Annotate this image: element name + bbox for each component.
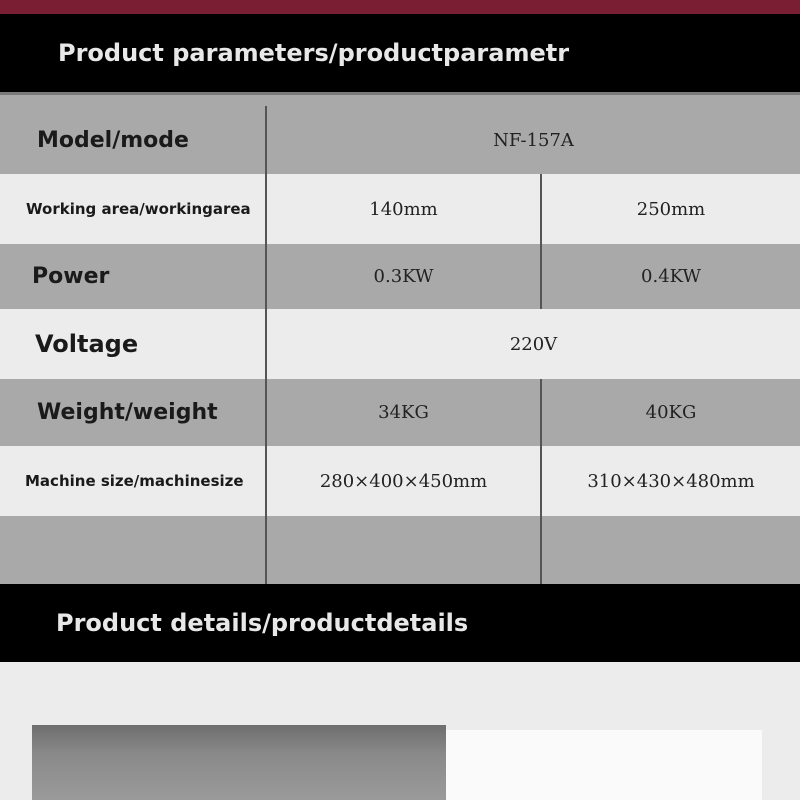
row-label: Voltage	[35, 330, 139, 358]
details-header	[0, 584, 800, 662]
parameters-table	[0, 92, 800, 584]
table-row	[0, 379, 800, 446]
table-row	[0, 446, 800, 516]
row-label: Weight/weight	[37, 400, 218, 425]
product-photo	[32, 725, 446, 800]
top-accent-strip	[0, 0, 800, 14]
row-value: NF-157A	[265, 106, 800, 174]
parameters-header	[0, 14, 800, 92]
product-photo-secondary	[446, 730, 762, 800]
row-value: 250mm	[540, 174, 800, 244]
row-value-empty	[540, 516, 800, 584]
details-title: Product details/productdetails	[56, 609, 469, 637]
row-label: Working area/workingarea	[26, 200, 251, 218]
row-label: Model/mode	[37, 127, 189, 153]
row-label-empty	[0, 516, 265, 584]
row-value: 0.3KW	[265, 244, 540, 309]
row-value: 310×430×480mm	[540, 446, 800, 516]
row-value: 0.4KW	[540, 244, 800, 309]
row-value: 140mm	[265, 174, 540, 244]
table-row-empty	[0, 516, 800, 584]
table-row	[0, 309, 800, 379]
row-value: 34KG	[265, 379, 540, 446]
row-value: 220V	[265, 309, 800, 379]
table-top-border	[0, 92, 800, 106]
parameters-title: Product parameters/productparametr	[58, 39, 570, 67]
row-label: Power	[32, 264, 110, 289]
table-row	[0, 106, 800, 174]
table-row	[0, 174, 800, 244]
row-value-empty	[265, 516, 540, 584]
row-label: Machine size/machinesize	[25, 472, 244, 490]
row-value: 280×400×450mm	[265, 446, 540, 516]
table-row	[0, 244, 800, 309]
row-value: 40KG	[540, 379, 800, 446]
